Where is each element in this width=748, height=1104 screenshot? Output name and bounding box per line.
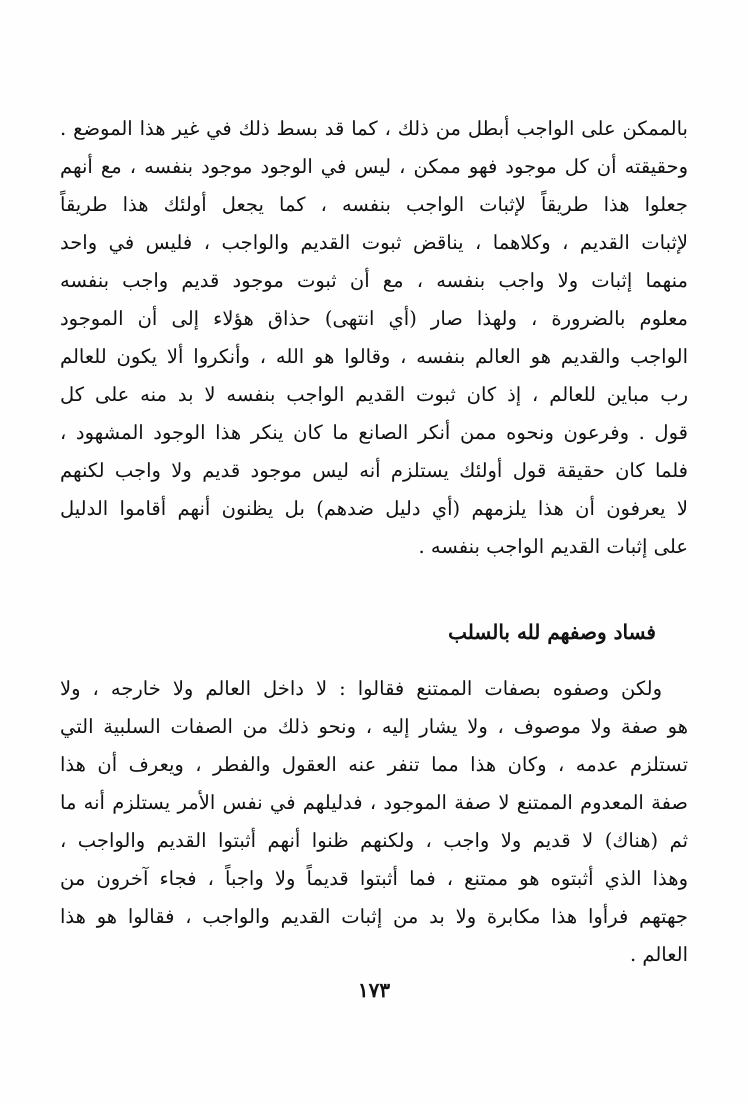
text-line: ثم (هناك) لا قديم ولا واجب ، ولكنهم ظنوا أنهم أثبتوا القديم والواجب ، (60, 829, 688, 852)
text-line: وحقيقته أن كل موجود فهو ممكن ، ليس في الوجود موجود بنفسه ، مع أنهم (60, 155, 688, 178)
paragraph-1 (60, 110, 688, 566)
text-line: جهتهم فرأوا هذا مكابرة ولا بد من إثبات القديم والواجب ، فقالوا هو هذا (60, 905, 688, 928)
text-line: على إثبات القديم الواجب بنفسه . (418, 535, 688, 558)
text-line: هو صفة ولا موصوف ، ولا يشار إليه ، ونحو ذلك من الصفات السلبية التي (60, 715, 688, 738)
page-number: ١٧٣ (357, 978, 391, 1002)
text-line: ولكن وصفوه بصفات الممتنع فقالوا : لا داخل العالم ولا خارجه ، ولا (60, 677, 662, 700)
text-line: رب مباين للعالم ، إذ كان ثبوت القديم الواجب بنفسه لا بد منه على كل (60, 383, 688, 406)
text-line: الواجب والقديم هو العالم بنفسه ، وقالوا هو الله ، وأنكروا ألا يكون للعالم (60, 345, 688, 368)
text-line: صفة المعدوم الممتنع لا صفة الموجود ، فدليلهم في نفس الأمر يستلزم أنه ما (60, 791, 688, 814)
text-line: بالممكن على الواجب أبطل من ذلك ، كما قد بسط ذلك في غير هذا الموضع . (60, 117, 688, 140)
text-line: جعلوا هذا طريقاً لإثبات الواجب بنفسه ، كما يجعل أولئك هذا طريقاً (60, 193, 688, 216)
text-line: فلما كان حقيقة قول أولئك يستلزم أنه ليس موجود قديم ولا واجب لكنهم (60, 459, 688, 482)
section-heading: فساد وصفهم لله بالسلب (448, 620, 656, 644)
text-line: تستلزم عدمه ، وكان هذا مما تنفر عنه العقول والفطر ، ويعرف أن هذا (60, 753, 688, 776)
text-line: قول . وفرعون ونحوه ممن أنكر الصانع ما كان ينكر هذا الوجود المشهود ، (60, 421, 688, 444)
text-line: وهذا الذي أثبتوه هو ممتنع ، فما أثبتوا قديماً ولا واجباً ، فجاء آخرون من (60, 867, 688, 890)
text-line: منهما إثبات ولا واجب بنفسه ، مع أن ثبوت موجود قديم واجب بنفسه (60, 269, 688, 292)
text-line: العالم . (629, 943, 688, 966)
text-line: لإثبات القديم ، وكلاهما ، يناقض ثبوت القديم والواجب ، فليس في واحد (60, 231, 688, 254)
text-line: معلوم بالضرورة ، ولهذا صار (أي انتهى) حذاق هؤلاء إلى أن الموجود (60, 307, 688, 330)
paragraph-2 (60, 670, 688, 974)
text-line: لا يعرفون أن هذا يلزمهم (أي دليل ضدهم) بل يظنون أنهم أقاموا الدليل (60, 497, 688, 520)
